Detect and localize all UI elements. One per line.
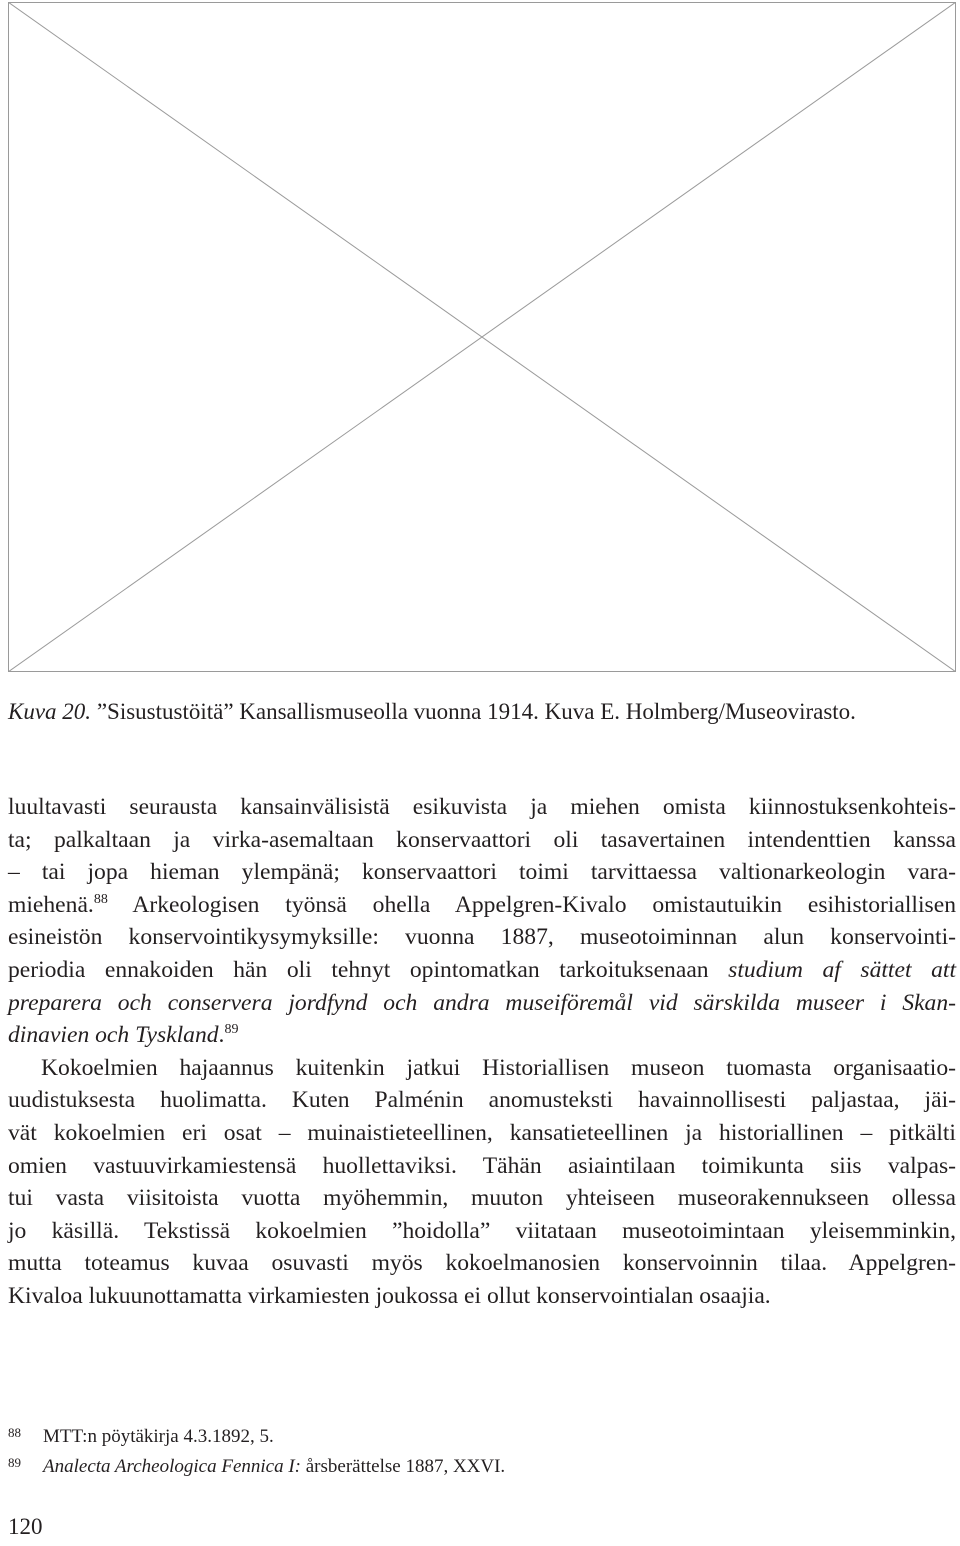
text-line: omien vastuuvirkamiestensä huollettaviksi. Tähän asiaintilaan toimikunta siis valpas- [8,1152,956,1179]
text-line: jo käsillä. Tekstissä kokoelmien ”hoidolla” viitataan museotoimintaan yleisemminkin, [8,1217,956,1244]
text-line: mutta toteamus kuvaa osuvasti myös kokoelmanosien konservoinnin tilaa. Appelgren- [8,1250,956,1277]
text-line: – tai jopa hieman ylempänä; konservaattori toimi tarvittaessa valtionarkeologin vara- [8,859,956,886]
text-line: uudistuksesta huolimatta. Kuten Palménin anomusteksti havainnollisesti paljastaa, jäi- [8,1087,956,1114]
text-line [8,1019,956,1052]
caption-lead: Kuva 20. [8,699,92,724]
text-fragment: miehenä. [8,891,94,918]
text-line: Kokoelmien hajaannus kuitenkin jatkui Historiallisen museon tuomasta organisaatio- [41,1054,956,1081]
text-line: tui vasta viisitoista vuotta myöhemmin, muuton yhteiseen museorakennukseen ollessa [8,1185,956,1212]
page-number: 120 [8,1514,43,1539]
footnotes [8,1422,948,1482]
image-placeholder [8,2,956,672]
italic-title: studium af sättet att [728,956,957,983]
text-fragment: periodia ennakoiden hän oli tehnyt opintomatkan tarkoituksenaan [8,956,729,983]
paragraph-1 [8,791,956,1052]
text-line: luultavasti seurausta kansainvälisistä esikuvista ja miehen omista kiinnostuksenkohteis- [8,794,956,820]
caption-text: ”Sisustustöitä” Kansallismuseolla vuonna 1914. Kuva E. Holmberg/Museovirasto. [91,699,856,724]
text-line [8,889,956,922]
text-line: vät kokoelmien eri osat – muinaistieteellinen, kansatieteellinen ja historiallinen – pitkälti [8,1119,956,1146]
footnote-text [43,1452,505,1482]
figure-caption [8,696,948,728]
text-fragment: . [218,1022,225,1049]
footnote-ref-89: 89 [224,1022,239,1038]
body-text [8,791,956,1313]
text-line [8,954,956,987]
footnote-89 [8,1452,948,1482]
text-line: esineistön konservointikysymyksille: vuonna 1887, museotoiminnan alun konservointi- [8,924,956,951]
footnote-88 [8,1422,948,1452]
paragraph-2 [8,1052,956,1313]
footnote-rest: årsberättelse 1887, XXVI. [301,1456,506,1477]
footnote-ref-88: 88 [93,891,108,907]
footnote-text: MTT:n pöytäkirja 4.3.1892, 5. [43,1426,274,1447]
italic-title: dinavien och Tyskland [8,1022,219,1049]
footnote-number: 89 [8,1455,21,1470]
footnote-number: 88 [8,1425,21,1440]
text-line [8,987,956,1020]
text-fragment: Arkeologisen työnsä ohella Appelgren-Kivalo omistautuikin esihistoriallisen [107,891,956,918]
text-line: ta; palkaltaan ja virka-asemaltaan konservaattori oli tasavertainen intendenttien kanssa [8,826,956,853]
text-line: Kivaloa lukuunottamatta virkamiesten joukossa ei ollut konservointialan osaajia. [8,1282,771,1309]
footnote-italic: Analecta Archeologica Fennica I: [43,1456,301,1477]
italic-title: preparera och conservera jordfynd och andra museiföremål vid särskilda museer i Skan- [8,989,956,1016]
image-placeholder-icon [8,2,956,672]
